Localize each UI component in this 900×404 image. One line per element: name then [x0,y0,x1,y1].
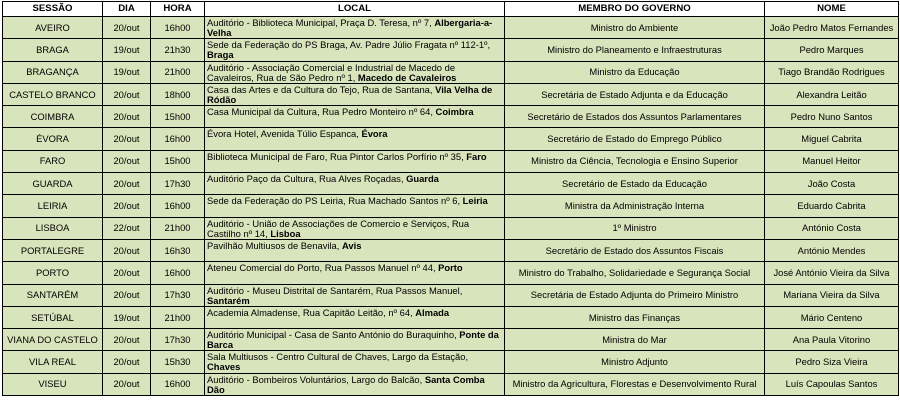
table-row [3,329,899,351]
local-municipality: Santarém [207,294,250,306]
local-municipality: Évora [361,128,388,140]
local-address: Auditório - Museu Distrital de Santarém, Rua Passos Manuel, [207,284,463,296]
local-municipality: Braga [207,49,234,61]
cell-sessao: CASTELO BRANCO [3,83,103,105]
cell-dia: 19/out [103,61,151,83]
cell-dia: 20/out [103,239,151,261]
header-sessao: SESSÃO [3,2,103,17]
cell-membro: Secretária de Estado Adjunta e da Educação [505,83,765,105]
cell-sessao: LISBOA [3,217,103,239]
cell-dia: 20/out [103,195,151,217]
cell-hora: 16h30 [151,239,205,261]
local-address: Academia Almadense, Rua Capitão Leitão, nº 64, [207,306,416,318]
local-address: Sala Multiusos - Centro Cultural de Chaves, Largo da Estação, [207,351,469,363]
local-municipality: Lisboa [270,227,301,239]
cell-local [205,83,505,105]
table-row [3,17,899,39]
local-municipality: Santa Comba Dão [207,373,485,395]
local-municipality: Chaves [207,361,241,373]
local-municipality: Ponte da Barca [207,329,499,351]
cell-nome: Mário Centeno [765,306,899,328]
cell-local [205,195,505,217]
local-address: Sede da Federação do PS Braga, Av. Padre Júlio Fragata nº 112-1º, [207,39,491,51]
cell-nome: João Pedro Matos Fernandes [765,17,899,39]
cell-sessao: VISEU [3,373,103,395]
cell-local [205,150,505,172]
cell-sessao: VILA REAL [3,351,103,373]
cell-local [205,39,505,61]
header-local: LOCAL [205,2,505,17]
cell-hora: 17h30 [151,329,205,351]
cell-sessao: FARO [3,150,103,172]
cell-membro: Ministro do Planeamento e Infraestruturas [505,39,765,61]
cell-hora: 16h00 [151,195,205,217]
cell-hora: 17h30 [151,284,205,306]
cell-local [205,284,505,306]
cell-dia: 20/out [103,329,151,351]
cell-nome: Eduardo Cabrita [765,195,899,217]
table-row [3,284,899,306]
cell-nome: João Costa [765,173,899,195]
header-dia: DIA [103,2,151,17]
cell-sessao: ÉVORA [3,128,103,150]
cell-local [205,351,505,373]
cell-sessao: SETÚBAL [3,306,103,328]
cell-hora: 21h00 [151,217,205,239]
cell-sessao: SANTARÉM [3,284,103,306]
local-address: Auditório - Associação Comercial e Industrial de Macedo de Cavaleiros, Rua de São Pedro nº 1, [207,61,456,83]
cell-membro: 1º Ministro [505,217,765,239]
sessions-table [2,1,899,396]
cell-sessao: PORTO [3,262,103,284]
local-municipality: Almada [415,306,450,318]
cell-dia: 20/out [103,262,151,284]
cell-membro: Ministro da Ciência, Tecnologia e Ensino Superior [505,150,765,172]
table-body [3,17,899,396]
table-row [3,61,899,83]
cell-hora: 15h00 [151,150,205,172]
cell-local [205,262,505,284]
cell-local [205,306,505,328]
cell-nome: Tiago Brandão Rodrigues [765,61,899,83]
cell-hora: 16h00 [151,17,205,39]
table-row [3,150,899,172]
cell-membro: Ministra do Mar [505,329,765,351]
cell-membro: Ministro do Ambiente [505,17,765,39]
cell-hora: 15h00 [151,106,205,128]
cell-membro: Ministro das Finanças [505,306,765,328]
cell-membro: Ministro da Agricultura, Florestas e Desenvolvimento Rural [505,373,765,395]
table-row [3,373,899,395]
cell-nome: António Costa [765,217,899,239]
cell-hora: 21h00 [151,306,205,328]
cell-membro: Secretário de Estados dos Assuntos Parlamentares [505,106,765,128]
local-municipality: Macedo de Cavaleiros [357,71,457,83]
local-address: Auditório - Bombeiros Voluntários, Largo do Balcão, [207,373,425,385]
local-address: Biblioteca Municipal de Faro, Rua Pintor Carlos Porfírio nº 35, [207,150,467,162]
header-hora: HORA [151,2,205,17]
cell-local [205,173,505,195]
local-address: Casa das Artes e da Cultura do Tejo, Rua de Santana, [207,83,436,95]
local-address: Auditório - Biblioteca Municipal, Praça D. Teresa, nº 7, [207,17,435,28]
cell-sessao: BRAGA [3,39,103,61]
cell-membro: Secretário de Estado dos Assuntos Fiscais [505,239,765,261]
cell-dia: 20/out [103,83,151,105]
cell-membro: Ministro do Trabalho, Solidariedade e Segurança Social [505,262,765,284]
header-membro: MEMBRO DO GOVERNO [505,2,765,17]
cell-nome: Luís Capoulas Santos [765,373,899,395]
local-address: Auditório - União de Associações de Comercio e Serviços, Rua Castilho nº 14, [207,217,470,239]
header-nome: NOME [765,2,899,17]
cell-sessao: PORTALEGRE [3,239,103,261]
cell-dia: 20/out [103,17,151,39]
local-municipality: Albergaria-a-Velha [207,17,493,38]
cell-nome: António Mendes [765,239,899,261]
cell-membro: Secretária de Estado Adjunta do Primeiro Ministro [505,284,765,306]
cell-dia: 20/out [103,284,151,306]
local-municipality: Faro [466,150,487,162]
cell-local [205,61,505,83]
local-address: Pavilhão Multiusos de Benavila, [207,239,342,251]
cell-membro: Ministro Adjunto [505,351,765,373]
cell-hora: 15h30 [151,351,205,373]
cell-dia: 20/out [103,351,151,373]
cell-local [205,329,505,351]
table-row [3,83,899,105]
cell-dia: 20/out [103,173,151,195]
cell-nome: José António Vieira da Silva [765,262,899,284]
cell-dia: 19/out [103,39,151,61]
cell-hora: 21h00 [151,61,205,83]
cell-hora: 17h30 [151,173,205,195]
cell-nome: Pedro Siza Vieira [765,351,899,373]
table-row [3,217,899,239]
cell-dia: 22/out [103,217,151,239]
cell-hora: 16h00 [151,373,205,395]
cell-membro: Ministro da Educação [505,61,765,83]
cell-sessao: LEIRIA [3,195,103,217]
cell-sessao: BRAGANÇA [3,61,103,83]
local-municipality: Vila Velha de Ródão [207,83,493,105]
cell-hora: 21h30 [151,39,205,61]
local-address: Auditório Municipal - Casa de Santo António do Buraquinho, [207,329,460,341]
cell-nome: Pedro Nuno Santos [765,106,899,128]
local-address: Sede da Federação do PS Leiria, Rua Machado Santos nº 6, [207,195,463,207]
cell-local [205,17,505,39]
cell-dia: 20/out [103,128,151,150]
cell-hora: 16h00 [151,128,205,150]
cell-dia: 19/out [103,306,151,328]
table-row [3,239,899,261]
table-row [3,39,899,61]
cell-nome: Manuel Heitor [765,150,899,172]
cell-nome: Mariana Vieira da Silva [765,284,899,306]
cell-local [205,239,505,261]
cell-local [205,106,505,128]
local-address: Évora Hotel, Avenida Túlio Espanca, [207,128,362,140]
cell-sessao: GUARDA [3,173,103,195]
cell-hora: 18h00 [151,83,205,105]
cell-membro: Ministra da Administração Interna [505,195,765,217]
cell-dia: 20/out [103,150,151,172]
cell-local [205,128,505,150]
cell-hora: 16h00 [151,262,205,284]
cell-nome: Alexandra Leitão [765,83,899,105]
cell-membro: Secretário de Estado da Educação [505,173,765,195]
cell-nome: Pedro Marques [765,39,899,61]
local-municipality: Leiria [462,195,488,207]
cell-sessao: AVEIRO [3,17,103,39]
local-address: Ateneu Comercial do Porto, Rua Passos Manuel nº 44, [207,262,439,274]
table-row [3,173,899,195]
local-municipality: Coimbra [435,106,474,118]
table-row [3,351,899,373]
local-municipality: Avis [341,239,362,251]
cell-membro: Secretário de Estado do Emprego Público [505,128,765,150]
local-address: Auditório Paço da Cultura, Rua Alves Roçadas, [207,173,407,185]
header-row [3,2,899,17]
table-row [3,195,899,217]
cell-local [205,373,505,395]
cell-nome: Miguel Cabrita [765,128,899,150]
cell-sessao: VIANA DO CASTELO [3,329,103,351]
cell-nome: Ana Paula Vitorino [765,329,899,351]
local-municipality: Porto [438,262,463,274]
table-row [3,128,899,150]
local-municipality: Guarda [406,173,439,185]
table-row [3,106,899,128]
table-row [3,262,899,284]
table-row [3,306,899,328]
cell-local [205,217,505,239]
cell-dia: 20/out [103,373,151,395]
local-address: Casa Municipal da Cultura, Rua Pedro Monteiro nº 64, [207,106,436,118]
cell-dia: 20/out [103,106,151,128]
cell-sessao: COIMBRA [3,106,103,128]
